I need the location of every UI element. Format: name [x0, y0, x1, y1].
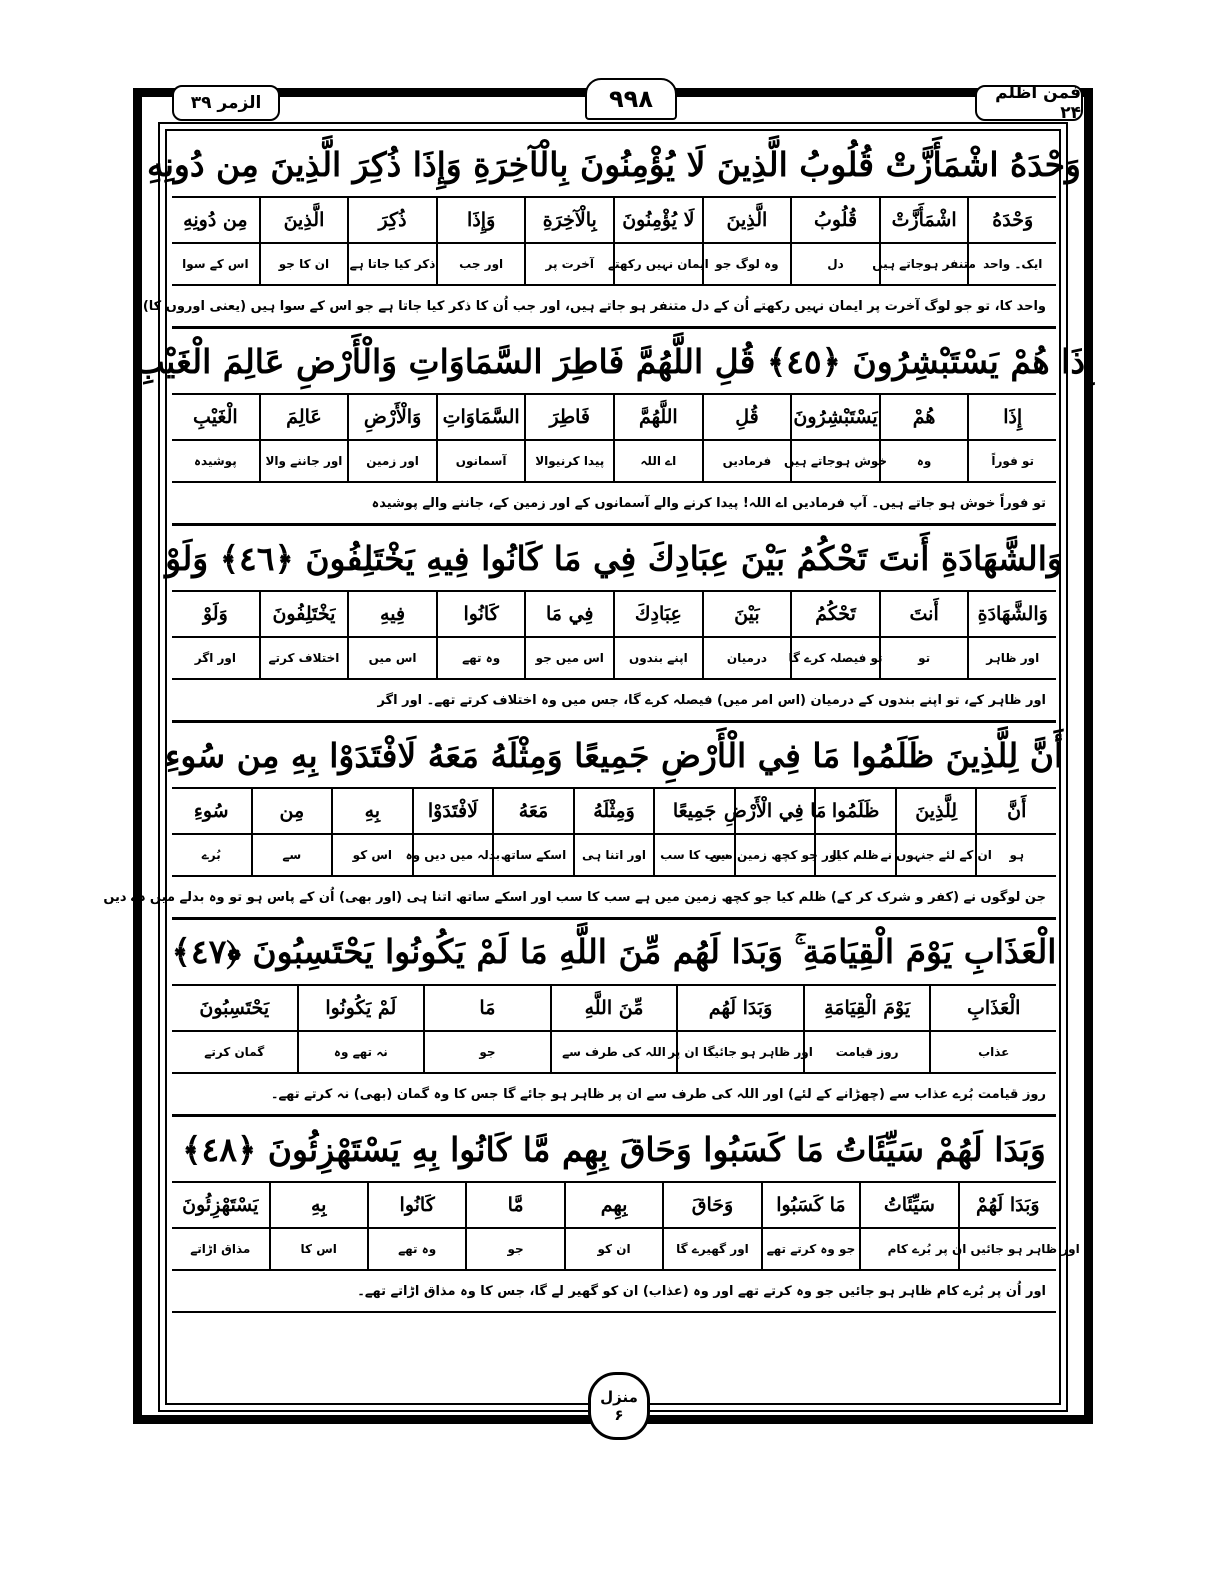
- arabic-word: كَانُوا: [369, 1183, 465, 1229]
- urdu-word-meaning: وہ تھے: [462, 651, 501, 665]
- verse-sections: [103, 132, 1095, 1313]
- arabic-word: سُوءِ: [172, 789, 251, 835]
- arabic-word: تَحْكُمُ: [792, 592, 879, 638]
- urdu-word-meaning: سے: [282, 848, 302, 862]
- word-cell: [172, 198, 259, 284]
- arabic-word: بَيْنَ: [704, 592, 791, 638]
- arabic-word: أَنَّ: [977, 789, 1056, 835]
- word-cell: [347, 198, 436, 284]
- word-cell: [702, 395, 791, 481]
- urdu-word-meaning: عذاب: [978, 1045, 1010, 1059]
- arabic-word: وَحَاقَ: [664, 1183, 760, 1229]
- arabic-word: كَانُوا: [438, 592, 525, 638]
- urdu-word-meaning: ظلم کیا: [832, 848, 879, 862]
- word-cell: [702, 198, 791, 284]
- arabic-word: يَحْتَسِبُونَ: [172, 986, 297, 1032]
- arabic-word: أَنتَ: [881, 592, 968, 638]
- arabic-verse-line: إِذَا هُمْ يَسْتَبْشِرُونَ ﴿٤٥﴾ قُلِ اللَّهُمَّ فَاطِرَ السَّمَاوَاتِ وَالْأَرْضِ عَالِمَ الْغَيْبِ: [172, 329, 1056, 395]
- manzil-label: منزل: [600, 1388, 638, 1406]
- word-cell: [879, 395, 968, 481]
- word-cell: [653, 789, 734, 875]
- word-cell: [259, 198, 348, 284]
- arabic-word: السَّمَاوَاتِ: [438, 395, 525, 441]
- verse-section: [133, 329, 1095, 526]
- urdu-word-meaning: اس میں: [368, 651, 417, 665]
- para-label: فمن اظلم ۲۴: [975, 85, 1083, 121]
- word-cell: [436, 592, 525, 678]
- arabic-word: إِذَا: [969, 395, 1056, 441]
- word-cell: [761, 1183, 859, 1269]
- word-by-word-grid: [172, 592, 1056, 680]
- urdu-translation-line: اور اُن پر بُرے کام ظاہر ہو جائیں جو وہ کرتے تھے اور وہ (عذاب) ان کو گھیر لے گا، جس کا وہ مذاق اڑاتے تھے۔: [172, 1271, 1056, 1313]
- word-cell: [872, 198, 976, 284]
- word-cell: [967, 592, 1056, 678]
- word-cell: [709, 789, 841, 875]
- word-cell: [172, 395, 259, 481]
- word-cell: [297, 986, 424, 1072]
- arabic-word: وَبَدَا لَهُمْ: [960, 1183, 1056, 1229]
- word-cell: [573, 789, 654, 875]
- arabic-word: مِّنَ اللَّهِ: [552, 986, 677, 1032]
- urdu-word-meaning: مذاق اڑاتے: [190, 1242, 251, 1256]
- urdu-word-meaning: دل: [827, 257, 844, 271]
- word-cell: [405, 789, 501, 875]
- arabic-word: بِهِ: [333, 789, 412, 835]
- word-cell: [967, 395, 1056, 481]
- urdu-word-meaning: اے اللہ: [640, 454, 677, 468]
- word-cell: [423, 986, 550, 1072]
- urdu-word-meaning: درمیان: [726, 651, 767, 665]
- urdu-word-meaning: جو وہ کرتے تھے: [766, 1242, 856, 1256]
- urdu-translation-line: تو فوراً خوش ہو جاتے ہیں۔ آپ فرمادیں اے اللہ! پیدا کرنے والے آسمانوں کے اور زمین کے، جاننے والے پوشیدہ: [172, 483, 1056, 526]
- urdu-word-meaning: تو فیصلہ کرے گا: [788, 651, 883, 665]
- urdu-word-meaning: اپنے بندوں: [628, 651, 688, 665]
- arabic-word: ذُكِرَ: [349, 198, 436, 244]
- urdu-word-meaning: فرمادیں: [722, 454, 772, 468]
- arabic-word: الَّذِينَ: [261, 198, 348, 244]
- arabic-word: لِلَّذِينَ: [897, 789, 976, 835]
- arabic-word: فِيهِ: [349, 592, 436, 638]
- arabic-word: فِي مَا: [526, 592, 613, 638]
- urdu-translation-line: اور ظاہر کے، تو اپنے بندوں کے درمیان (اس امر میں) فیصلہ کرے گا، جس میں وہ اختلاف کرتے تھے۔ اور اگر: [172, 680, 1056, 723]
- urdu-word-meaning: اور اتنا ہی: [581, 848, 647, 862]
- arabic-verse-line: أَنَّ لِلَّذِينَ ظَلَمُوا مَا فِي الْأَرْضِ جَمِيعًا وَمِثْلَهُ مَعَهُ لَافْتَدَوْا بِهِ مِن سُوءِ: [172, 723, 1056, 789]
- arabic-word: يَسْتَهْزِئُونَ: [172, 1183, 268, 1229]
- urdu-word-meaning: وہ لوگ جو: [715, 257, 779, 271]
- arabic-word: قُلُوبُ: [792, 198, 879, 244]
- word-cell: [492, 789, 573, 875]
- arabic-word: الْغَيْبِ: [172, 395, 259, 441]
- urdu-word-meaning: جو: [507, 1242, 524, 1256]
- manzil-badge: [588, 1372, 650, 1440]
- word-cell: [859, 1183, 957, 1269]
- verse-section: [142, 132, 1081, 329]
- word-cell: [524, 198, 613, 284]
- urdu-word-meaning: بُرے: [201, 848, 221, 862]
- word-cell: [172, 592, 259, 678]
- urdu-word-meaning: تو فوراً: [991, 454, 1035, 468]
- word-cell: [975, 789, 1056, 875]
- arabic-word: بِهِم: [566, 1183, 662, 1229]
- urdu-word-meaning: بُرے کام: [887, 1242, 932, 1256]
- word-cell: [668, 986, 813, 1072]
- word-cell: [436, 198, 525, 284]
- arabic-word: فَاطِرَ: [526, 395, 613, 441]
- urdu-word-meaning: اور گھیرے گا: [676, 1242, 749, 1256]
- verse-section: [172, 1117, 1080, 1313]
- arabic-word: اللَّهُمَّ: [615, 395, 702, 441]
- urdu-word-meaning: اس کا: [300, 1242, 337, 1256]
- word-cell: [607, 198, 709, 284]
- arabic-word: وَالشَّهَادَةِ: [969, 592, 1056, 638]
- urdu-word-meaning: وہ تھے: [398, 1242, 437, 1256]
- word-cell: [259, 395, 348, 481]
- word-cell: [879, 592, 968, 678]
- word-cell: [814, 789, 895, 875]
- urdu-word-meaning: ایک۔ واحد: [983, 257, 1043, 271]
- word-cell: [172, 1183, 268, 1269]
- urdu-word-meaning: خوش ہوجاتے ہیں: [783, 454, 888, 468]
- urdu-word-meaning: اختلاف کرتے: [268, 651, 340, 665]
- urdu-word-meaning: ان کے لئے جنہوں نے: [880, 848, 992, 862]
- arabic-word: الْعَذَابِ: [931, 986, 1056, 1032]
- urdu-translation-line: واحد کا، تو جو لوگ آخرت پر ایمان نہیں رکھتے اُن کے دل متنفر ہو جاتے ہیں، اور جب اُن کا ذکر کیا جاتا ہے جو اس کے سوا ہیں (یعنی اوروں کا): [172, 286, 1056, 329]
- arabic-word: يَخْتَلِفُونَ: [261, 592, 348, 638]
- urdu-word-meaning: اور ظاہر ہو جائیں ان پر: [935, 1242, 1080, 1256]
- word-cell: [564, 1183, 662, 1269]
- urdu-word-meaning: ایمان نہیں رکھتے: [607, 257, 709, 271]
- urdu-word-meaning: ذکر کیا جاتا ہے: [349, 257, 436, 271]
- word-cell: [269, 1183, 367, 1269]
- urdu-word-meaning: نہ تھے وہ: [333, 1045, 388, 1059]
- arabic-word: وَبَدَا لَهُم: [678, 986, 803, 1032]
- arabic-word: ظَلَمُوا: [816, 789, 895, 835]
- arabic-word: مِن دُونِهِ: [172, 198, 259, 244]
- word-by-word-grid: [172, 1183, 1080, 1271]
- arabic-verse-line: وَحْدَهُ اشْمَأَزَّتْ قُلُوبُ الَّذِينَ لَا يُؤْمِنُونَ بِالْآخِرَةِ وَإِذَا ذُكِرَ الَّذِينَ مِن دُونِهِ: [172, 132, 1056, 198]
- arabic-word: لَمْ يَكُونُوا: [299, 986, 424, 1032]
- arabic-word: اشْمَأَزَّتْ: [881, 198, 968, 244]
- arabic-word: عَالِمَ: [261, 395, 348, 441]
- verse-section: [165, 526, 1063, 723]
- arabic-word: وَالْأَرْضِ: [349, 395, 436, 441]
- urdu-word-meaning: سب کا سب: [660, 848, 729, 862]
- urdu-word-meaning: ہو: [1009, 848, 1025, 862]
- arabic-word: لَا يُؤْمِنُونَ: [615, 198, 702, 244]
- page-number: ۹۹۸: [585, 78, 677, 120]
- word-cell: [550, 986, 677, 1072]
- urdu-word-meaning: پیدا کرنیوالا: [535, 454, 605, 468]
- urdu-word-meaning: گمان کرتے: [204, 1045, 265, 1059]
- arabic-word: وَإِذَا: [438, 198, 525, 244]
- word-cell: [788, 592, 883, 678]
- word-cell: [251, 789, 332, 875]
- urdu-word-meaning: اور زمین: [366, 454, 419, 468]
- surah-label: الزمر ۳۹: [172, 85, 280, 121]
- arabic-word: قُلِ: [704, 395, 791, 441]
- urdu-word-meaning: اور ظاہر: [986, 651, 1040, 665]
- arabic-word: مَا كَسَبُوا: [763, 1183, 859, 1229]
- urdu-word-meaning: بدلہ میں دیں وہ: [405, 848, 501, 862]
- urdu-word-meaning: اللہ کی طرف سے: [562, 1045, 666, 1059]
- word-by-word-grid: [172, 198, 1056, 286]
- arabic-word: سَيِّئَاتُ: [861, 1183, 957, 1229]
- word-cell: [259, 592, 348, 678]
- arabic-word: بِالْآخِرَةِ: [526, 198, 613, 244]
- word-cell: [613, 395, 702, 481]
- arabic-word: مَّا: [467, 1183, 563, 1229]
- word-cell: [935, 1183, 1080, 1269]
- word-by-word-grid: [172, 789, 1056, 877]
- urdu-word-meaning: ان کا جو: [278, 257, 330, 271]
- verse-section: [172, 920, 1056, 1117]
- word-cell: [783, 395, 888, 481]
- manzil-number: ۶: [614, 1406, 624, 1424]
- urdu-translation-line: روز قیامت بُرے عذاب سے (چھڑانے کے لئے) اور اللہ کی طرف سے ان پر ظاہر ہو جائے گا جس کا وہ گمان (بھی) نہ کرتے تھے۔: [172, 1074, 1056, 1117]
- urdu-word-meaning: اور جو کچھ زمین میں: [709, 848, 841, 862]
- urdu-word-meaning: اور ظاہر ہو جائیگا ان پر: [668, 1045, 813, 1059]
- arabic-word: مَا فِي الْأَرْضِ: [736, 789, 815, 835]
- arabic-word: بِهِ: [271, 1183, 367, 1229]
- arabic-word: يَسْتَبْشِرُونَ: [792, 395, 879, 441]
- arabic-word: يَوْمَ الْقِيَامَةِ: [805, 986, 930, 1032]
- arabic-word: وَمِثْلَهُ: [575, 789, 654, 835]
- urdu-word-meaning: اس کے سوا: [182, 257, 249, 271]
- arabic-word: مَا: [425, 986, 550, 1032]
- word-cell: [929, 986, 1056, 1072]
- urdu-word-meaning: متنفر ہوجاتے ہیں: [872, 257, 976, 271]
- arabic-word: هُمْ: [881, 395, 968, 441]
- word-cell: [436, 395, 525, 481]
- urdu-word-meaning: ان کو: [597, 1242, 631, 1256]
- word-cell: [967, 198, 1056, 284]
- arabic-word: وَحْدَهُ: [969, 198, 1056, 244]
- urdu-word-meaning: پوشیدہ: [194, 454, 237, 468]
- urdu-word-meaning: روز قیامت: [835, 1045, 899, 1059]
- arabic-word: لَافْتَدَوْا: [414, 789, 493, 835]
- word-cell: [465, 1183, 563, 1269]
- word-cell: [347, 395, 436, 481]
- word-cell: [613, 592, 702, 678]
- urdu-word-meaning: اور جاننے والا: [265, 454, 343, 468]
- urdu-word-meaning: اور جب: [459, 257, 504, 271]
- arabic-word: جَمِيعًا: [655, 789, 734, 835]
- arabic-word: وَلَوْ: [172, 592, 259, 638]
- arabic-verse-line: الْعَذَابِ يَوْمَ الْقِيَامَةِ ۚ وَبَدَا لَهُم مِّنَ اللَّهِ مَا لَمْ يَكُونُوا يَحْتَسِبُونَ ﴿٤٧﴾: [172, 920, 1056, 986]
- urdu-word-meaning: تو: [918, 651, 931, 665]
- word-cell: [524, 395, 613, 481]
- word-cell: [172, 789, 251, 875]
- urdu-word-meaning: اس کو: [352, 848, 393, 862]
- word-cell: [367, 1183, 465, 1269]
- arabic-verse-line: وَبَدَا لَهُمْ سَيِّئَاتُ مَا كَسَبُوا وَحَاقَ بِهِم مَّا كَانُوا بِهِ يَسْتَهْزِئُونَ ﴿٤٨﴾: [172, 1117, 1056, 1183]
- word-cell: [662, 1183, 760, 1269]
- word-cell: [803, 986, 930, 1072]
- word-cell: [524, 592, 613, 678]
- urdu-word-meaning: اس میں جو: [535, 651, 604, 665]
- arabic-word: الَّذِينَ: [704, 198, 791, 244]
- word-cell: [347, 592, 436, 678]
- urdu-word-meaning: اور اگر: [194, 651, 236, 665]
- word-cell: [331, 789, 412, 875]
- urdu-word-meaning: اسکے ساتھ: [500, 848, 567, 862]
- arabic-word: مَعَهُ: [494, 789, 573, 835]
- urdu-translation-line: جن لوگوں نے (کفر و شرک کر کے) ظلم کیا جو کچھ زمین میں ہے سب کا سب اور اسکے ساتھ اتنا ہی (اور بھی) اُن کے پاس ہو تو وہ بدلے میں دے دیں: [172, 877, 1056, 920]
- urdu-word-meaning: آسمانوں: [455, 454, 507, 468]
- word-by-word-grid: [172, 986, 1056, 1074]
- verse-section: [103, 723, 1064, 920]
- arabic-word: مِن: [253, 789, 332, 835]
- urdu-word-meaning: وہ: [916, 454, 932, 468]
- word-cell: [880, 789, 992, 875]
- word-cell: [702, 592, 791, 678]
- word-cell: [172, 986, 297, 1072]
- arabic-word: عِبَادِكَ: [615, 592, 702, 638]
- word-cell: [790, 198, 879, 284]
- arabic-verse-line: وَالشَّهَادَةِ أَنتَ تَحْكُمُ بَيْنَ عِبَادِكَ فِي مَا كَانُوا فِيهِ يَخْتَلِفُونَ ﴿٤٦﴾ وَلَوْ: [172, 526, 1056, 592]
- word-by-word-grid: [172, 395, 1056, 483]
- urdu-word-meaning: آخرت پر: [545, 257, 594, 271]
- urdu-word-meaning: جو: [479, 1045, 496, 1059]
